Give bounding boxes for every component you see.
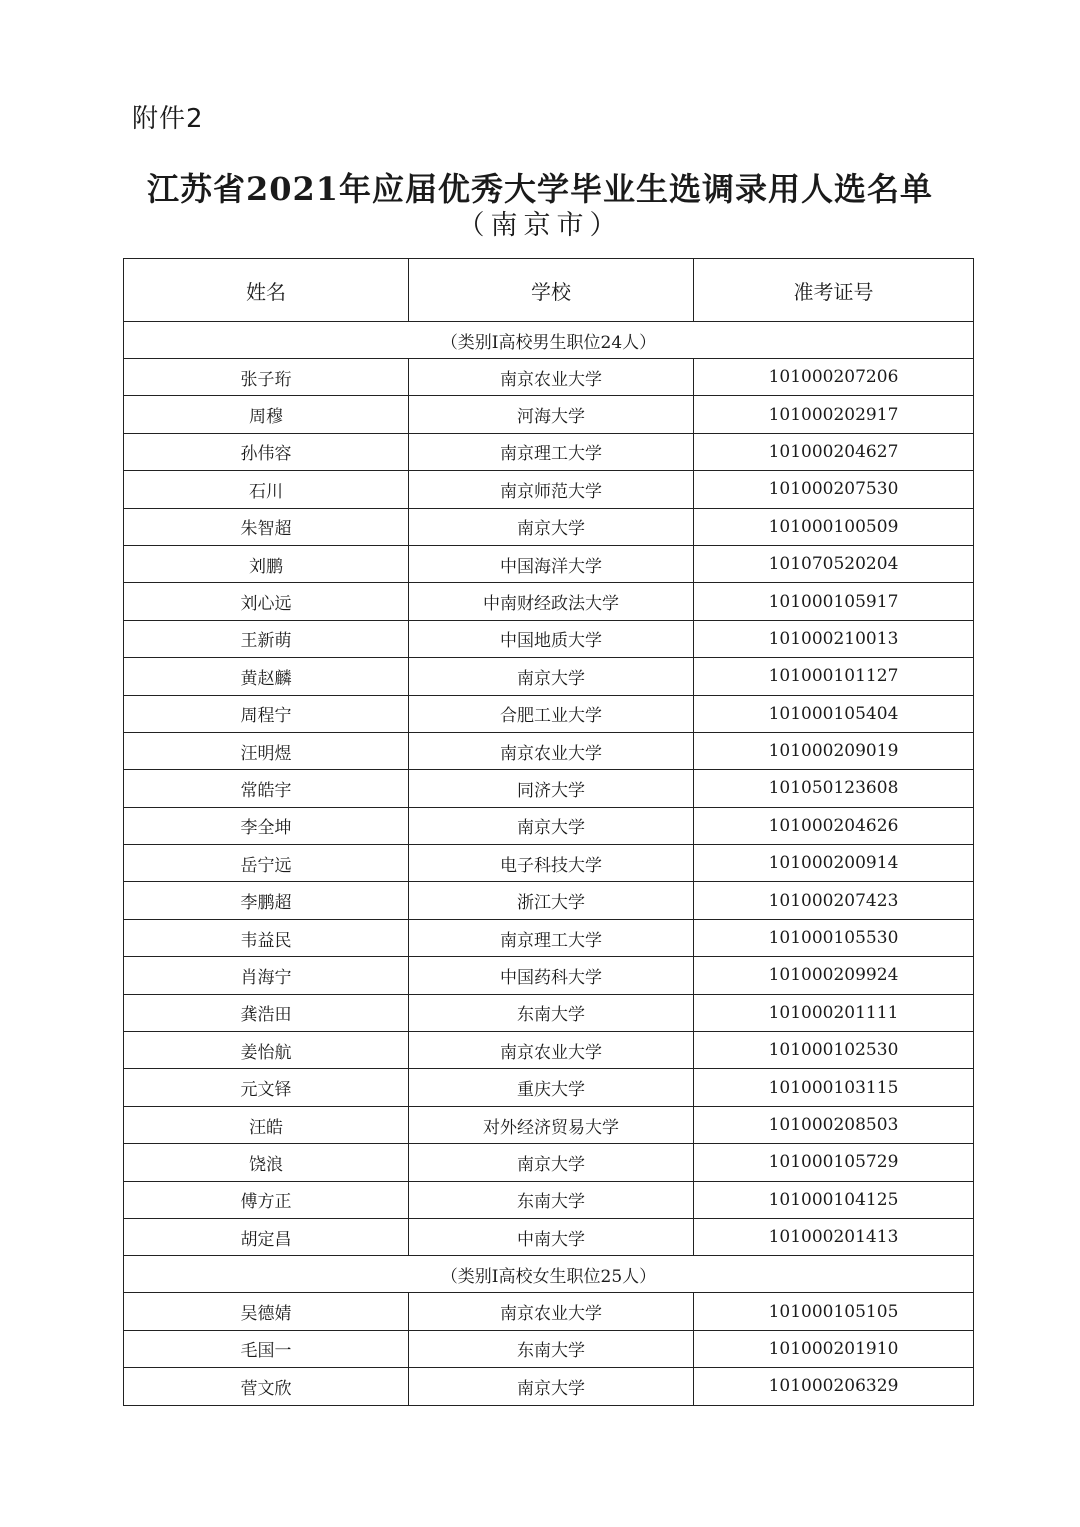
section-label: （类别I高校女生职位25人） xyxy=(124,1256,974,1293)
table-row xyxy=(124,583,974,620)
candidate-name: 周程宁 xyxy=(124,695,409,732)
candidate-name: 岳宁远 xyxy=(124,845,409,882)
candidate-name: 李全坤 xyxy=(124,807,409,844)
candidate-exam-id: 101000105105 xyxy=(694,1293,974,1330)
candidate-school: 南京理工大学 xyxy=(409,919,694,956)
candidate-school: 南京农业大学 xyxy=(409,359,694,396)
candidate-exam-id: 101000207206 xyxy=(694,359,974,396)
candidate-exam-id: 101000208503 xyxy=(694,1106,974,1143)
candidate-school: 浙江大学 xyxy=(409,882,694,919)
table-row xyxy=(124,732,974,769)
candidate-exam-id: 101070520204 xyxy=(694,545,974,582)
candidate-exam-id: 101000210013 xyxy=(694,620,974,657)
candidate-exam-id: 101000100509 xyxy=(694,508,974,545)
table-row xyxy=(124,396,974,433)
table-row xyxy=(124,658,974,695)
candidate-name: 汪皓 xyxy=(124,1106,409,1143)
candidate-exam-id: 101000104125 xyxy=(694,1181,974,1218)
candidate-exam-id: 101000101127 xyxy=(694,658,974,695)
candidate-exam-id: 101000209019 xyxy=(694,732,974,769)
table-row xyxy=(124,545,974,582)
candidate-school: 南京大学 xyxy=(409,508,694,545)
table-row xyxy=(124,1293,974,1330)
table-row xyxy=(124,471,974,508)
candidate-school: 南京农业大学 xyxy=(409,1032,694,1069)
candidate-school: 中南大学 xyxy=(409,1218,694,1255)
candidate-name: 刘心远 xyxy=(124,583,409,620)
candidate-name: 朱智超 xyxy=(124,508,409,545)
candidate-exam-id: 101000102530 xyxy=(694,1032,974,1069)
candidate-name: 菅文欣 xyxy=(124,1368,409,1405)
candidate-exam-id: 101000201910 xyxy=(694,1330,974,1367)
section-row xyxy=(124,1256,974,1293)
candidate-school: 合肥工业大学 xyxy=(409,695,694,732)
document-subtitle: （南京市） xyxy=(457,210,623,241)
candidate-school: 河海大学 xyxy=(409,396,694,433)
header-name: 姓名 xyxy=(124,259,409,322)
candidate-school: 南京大学 xyxy=(409,658,694,695)
candidate-school: 东南大学 xyxy=(409,994,694,1031)
table-row xyxy=(124,807,974,844)
table-row xyxy=(124,1069,974,1106)
candidate-name: 韦益民 xyxy=(124,919,409,956)
candidate-name: 张子珩 xyxy=(124,359,409,396)
candidate-school: 电子科技大学 xyxy=(409,845,694,882)
candidate-name: 毛国一 xyxy=(124,1330,409,1367)
candidate-name: 汪明煜 xyxy=(124,732,409,769)
candidate-name: 吴德婧 xyxy=(124,1293,409,1330)
attachment-label: 附件2 xyxy=(132,104,204,134)
candidate-exam-id: 101000105729 xyxy=(694,1144,974,1181)
table-row xyxy=(124,957,974,994)
table-row xyxy=(124,508,974,545)
table-row xyxy=(124,994,974,1031)
candidate-exam-id: 101000103115 xyxy=(694,1069,974,1106)
candidate-exam-id: 101000200914 xyxy=(694,845,974,882)
table-row xyxy=(124,1218,974,1255)
candidate-name: 黄赵麟 xyxy=(124,658,409,695)
table-row xyxy=(124,1106,974,1143)
candidate-name: 肖海宁 xyxy=(124,957,409,994)
table-row xyxy=(124,620,974,657)
candidate-school: 东南大学 xyxy=(409,1181,694,1218)
table-row xyxy=(124,1368,974,1405)
table-row xyxy=(124,695,974,732)
candidate-school: 中国地质大学 xyxy=(409,620,694,657)
candidate-exam-id: 101000105530 xyxy=(694,919,974,956)
candidate-school: 南京大学 xyxy=(409,807,694,844)
candidate-school: 南京理工大学 xyxy=(409,433,694,470)
table-row xyxy=(124,882,974,919)
table-row xyxy=(124,359,974,396)
section-row xyxy=(124,322,974,359)
candidate-school: 南京大学 xyxy=(409,1144,694,1181)
candidate-school: 同济大学 xyxy=(409,770,694,807)
table-row xyxy=(124,1330,974,1367)
table-row xyxy=(124,1032,974,1069)
table-row xyxy=(124,845,974,882)
candidate-exam-id: 101000201413 xyxy=(694,1218,974,1255)
table-row xyxy=(124,919,974,956)
candidate-school: 对外经济贸易大学 xyxy=(409,1106,694,1143)
candidate-school: 南京农业大学 xyxy=(409,1293,694,1330)
candidate-exam-id: 101000105917 xyxy=(694,583,974,620)
candidate-name: 姜怡航 xyxy=(124,1032,409,1069)
candidate-name: 王新萌 xyxy=(124,620,409,657)
candidate-name: 元文铎 xyxy=(124,1069,409,1106)
candidate-exam-id: 101050123608 xyxy=(694,770,974,807)
candidate-name: 周穆 xyxy=(124,396,409,433)
candidate-school: 中国药科大学 xyxy=(409,957,694,994)
candidate-school: 重庆大学 xyxy=(409,1069,694,1106)
candidate-name: 常皓宇 xyxy=(124,770,409,807)
candidate-school: 中南财经政法大学 xyxy=(409,583,694,620)
table-row xyxy=(124,433,974,470)
candidate-exam-id: 101000204626 xyxy=(694,807,974,844)
candidate-name: 龚浩田 xyxy=(124,994,409,1031)
candidate-table xyxy=(123,258,974,1406)
candidate-name: 饶浪 xyxy=(124,1144,409,1181)
candidate-name: 孙伟容 xyxy=(124,433,409,470)
candidate-exam-id: 101000207530 xyxy=(694,471,974,508)
table-header-row xyxy=(124,259,974,322)
header-school: 学校 xyxy=(409,259,694,322)
candidate-school: 中国海洋大学 xyxy=(409,545,694,582)
candidate-school: 南京师范大学 xyxy=(409,471,694,508)
table-row xyxy=(124,1181,974,1218)
candidate-exam-id: 101000206329 xyxy=(694,1368,974,1405)
section-label: （类别I高校男生职位24人） xyxy=(124,322,974,359)
candidate-school: 南京大学 xyxy=(409,1368,694,1405)
candidate-exam-id: 101000207423 xyxy=(694,882,974,919)
candidate-name: 傅方正 xyxy=(124,1181,409,1218)
candidate-exam-id: 101000202917 xyxy=(694,396,974,433)
candidate-school: 南京农业大学 xyxy=(409,732,694,769)
table-row xyxy=(124,1144,974,1181)
candidate-name: 李鹏超 xyxy=(124,882,409,919)
header-exam-id: 准考证号 xyxy=(694,259,974,322)
candidate-exam-id: 101000105404 xyxy=(694,695,974,732)
document-title: 江苏省2021年应届优秀大学毕业生选调录用人选名单 xyxy=(146,170,934,208)
candidate-exam-id: 101000209924 xyxy=(694,957,974,994)
table-body xyxy=(124,322,974,1406)
candidate-name: 石川 xyxy=(124,471,409,508)
table-row xyxy=(124,770,974,807)
candidate-name: 刘鹏 xyxy=(124,545,409,582)
candidate-exam-id: 101000204627 xyxy=(694,433,974,470)
candidate-exam-id: 101000201111 xyxy=(694,994,974,1031)
candidate-school: 东南大学 xyxy=(409,1330,694,1367)
candidate-name: 胡定昌 xyxy=(124,1218,409,1255)
